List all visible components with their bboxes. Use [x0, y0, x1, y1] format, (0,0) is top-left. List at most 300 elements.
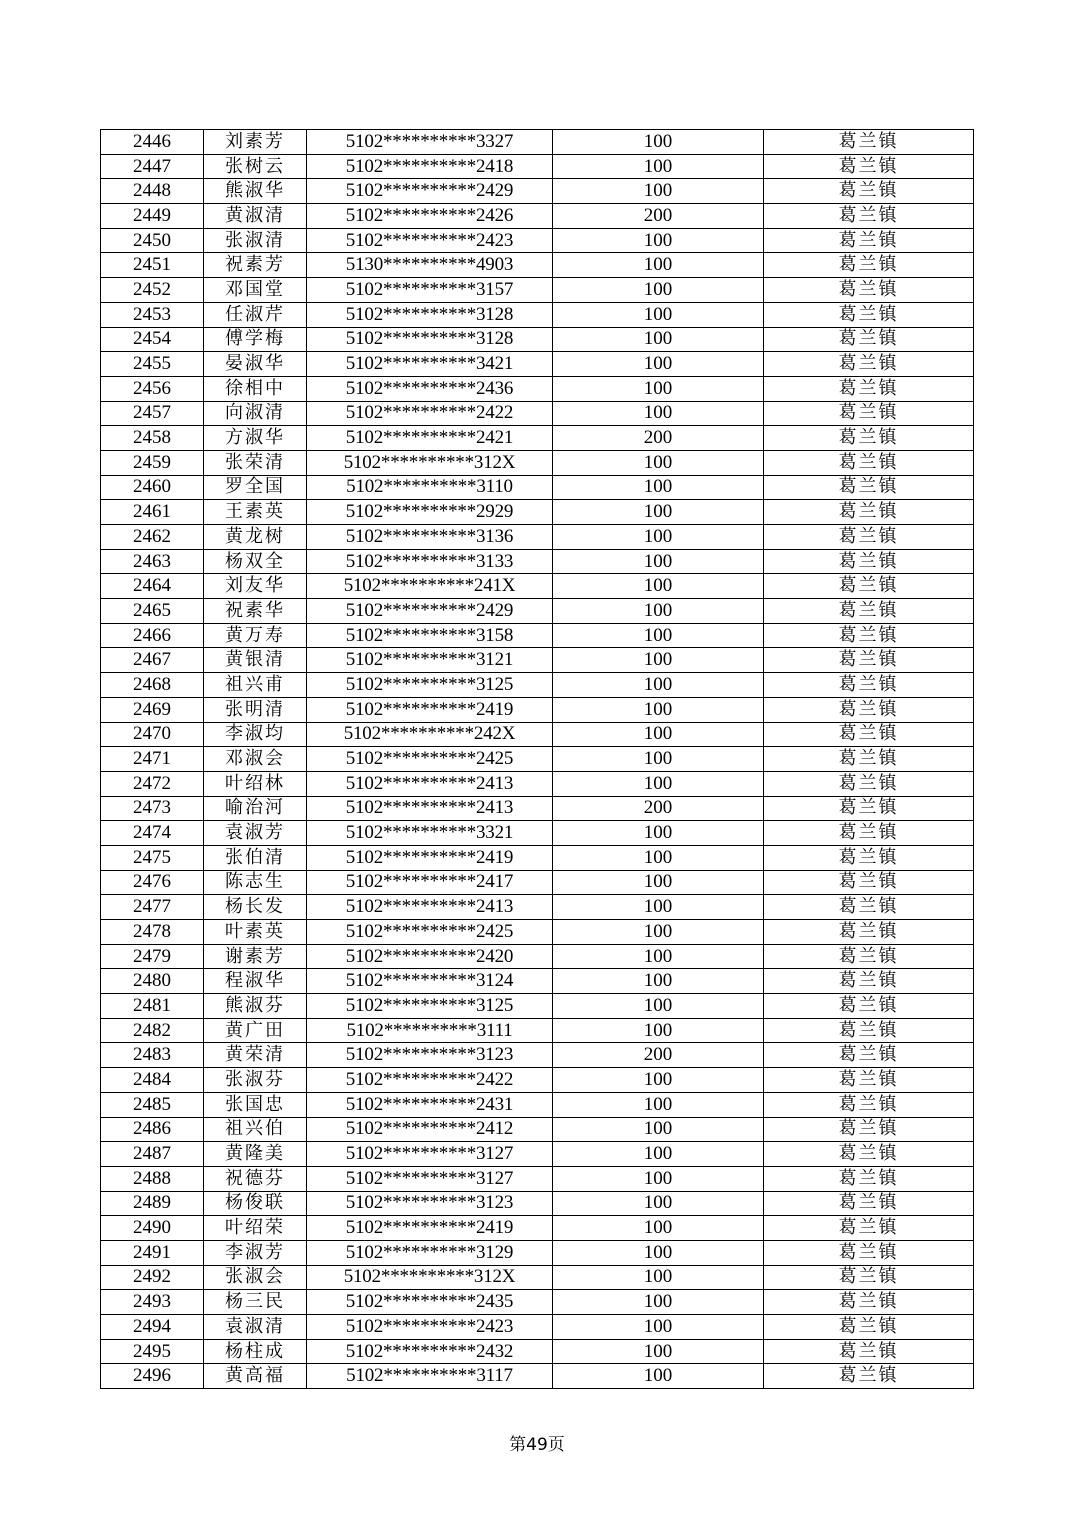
cell-serial-number: 2466	[101, 623, 204, 648]
cell-amount: 100	[553, 1068, 764, 1093]
table-row	[101, 1092, 974, 1117]
table-row	[101, 944, 974, 969]
cell-serial-number: 2480	[101, 969, 204, 994]
cell-town: 葛兰镇	[764, 154, 974, 179]
cell-name: 黄隆美	[204, 1142, 307, 1167]
cell-id-number: 5102**********3110	[307, 475, 553, 500]
cell-town: 葛兰镇	[764, 845, 974, 870]
cell-town: 葛兰镇	[764, 327, 974, 352]
table-row	[101, 821, 974, 846]
cell-amount: 100	[553, 722, 764, 747]
table-row	[101, 870, 974, 895]
cell-name: 陈志生	[204, 870, 307, 895]
cell-town: 葛兰镇	[764, 1339, 974, 1364]
cell-amount: 100	[553, 1142, 764, 1167]
table-row	[101, 179, 974, 204]
cell-id-number: 5102**********2425	[307, 747, 553, 772]
table-row	[101, 1018, 974, 1043]
table-row	[101, 599, 974, 624]
cell-name: 晏淑华	[204, 352, 307, 377]
cell-town: 葛兰镇	[764, 1068, 974, 1093]
cell-amount: 100	[553, 944, 764, 969]
cell-amount: 100	[553, 1092, 764, 1117]
cell-amount: 100	[553, 154, 764, 179]
cell-amount: 100	[553, 969, 764, 994]
cell-name: 杨柱成	[204, 1339, 307, 1364]
cell-amount: 100	[553, 771, 764, 796]
cell-town: 葛兰镇	[764, 969, 974, 994]
cell-serial-number: 2496	[101, 1364, 204, 1389]
table-row	[101, 1290, 974, 1315]
cell-town: 葛兰镇	[764, 1166, 974, 1191]
cell-id-number: 5102**********312X	[307, 1265, 553, 1290]
cell-town: 葛兰镇	[764, 525, 974, 550]
cell-amount: 100	[553, 845, 764, 870]
cell-serial-number: 2461	[101, 500, 204, 525]
cell-name: 杨俊联	[204, 1191, 307, 1216]
cell-amount: 100	[553, 327, 764, 352]
cell-serial-number: 2447	[101, 154, 204, 179]
cell-serial-number: 2454	[101, 327, 204, 352]
cell-town: 葛兰镇	[764, 500, 974, 525]
cell-name: 杨三民	[204, 1290, 307, 1315]
cell-name: 傅学梅	[204, 327, 307, 352]
cell-town: 葛兰镇	[764, 1290, 974, 1315]
cell-serial-number: 2477	[101, 895, 204, 920]
table-row	[101, 1043, 974, 1068]
cell-name: 徐相中	[204, 376, 307, 401]
cell-amount: 100	[553, 1290, 764, 1315]
cell-name: 杨长发	[204, 895, 307, 920]
table-row	[101, 278, 974, 303]
cell-amount: 100	[553, 278, 764, 303]
cell-serial-number: 2470	[101, 722, 204, 747]
table-row	[101, 796, 974, 821]
recipient-table-container	[100, 129, 973, 1389]
cell-id-number: 5102**********3124	[307, 969, 553, 994]
cell-id-number: 5102**********3127	[307, 1142, 553, 1167]
cell-id-number: 5102**********2417	[307, 870, 553, 895]
cell-name: 叶绍荣	[204, 1216, 307, 1241]
cell-name: 祖兴伯	[204, 1117, 307, 1142]
table-row	[101, 302, 974, 327]
cell-amount: 100	[553, 549, 764, 574]
table-row	[101, 920, 974, 945]
cell-name: 张淑芬	[204, 1068, 307, 1093]
cell-id-number: 5102**********2413	[307, 796, 553, 821]
cell-amount: 200	[553, 426, 764, 451]
cell-id-number: 5102**********2421	[307, 426, 553, 451]
table-row	[101, 673, 974, 698]
cell-town: 葛兰镇	[764, 401, 974, 426]
cell-name: 张树云	[204, 154, 307, 179]
cell-id-number: 5102**********3321	[307, 821, 553, 846]
cell-serial-number: 2473	[101, 796, 204, 821]
cell-town: 葛兰镇	[764, 475, 974, 500]
table-row	[101, 154, 974, 179]
cell-serial-number: 2458	[101, 426, 204, 451]
cell-serial-number: 2483	[101, 1043, 204, 1068]
cell-name: 喻治河	[204, 796, 307, 821]
cell-town: 葛兰镇	[764, 673, 974, 698]
cell-name: 任淑芹	[204, 302, 307, 327]
cell-id-number: 5102**********2420	[307, 944, 553, 969]
cell-amount: 200	[553, 796, 764, 821]
cell-serial-number: 2456	[101, 376, 204, 401]
cell-amount: 100	[553, 1117, 764, 1142]
table-row	[101, 352, 974, 377]
cell-amount: 100	[553, 1240, 764, 1265]
cell-serial-number: 2459	[101, 450, 204, 475]
cell-id-number: 5102**********3128	[307, 327, 553, 352]
cell-town: 葛兰镇	[764, 1043, 974, 1068]
cell-amount: 100	[553, 1364, 764, 1389]
cell-id-number: 5102**********3125	[307, 994, 553, 1019]
cell-town: 葛兰镇	[764, 1265, 974, 1290]
cell-serial-number: 2490	[101, 1216, 204, 1241]
cell-town: 葛兰镇	[764, 1315, 974, 1340]
table-row	[101, 253, 974, 278]
cell-town: 葛兰镇	[764, 204, 974, 229]
cell-name: 王素英	[204, 500, 307, 525]
cell-id-number: 5102**********2425	[307, 920, 553, 945]
cell-name: 袁淑清	[204, 1315, 307, 1340]
cell-serial-number: 2488	[101, 1166, 204, 1191]
cell-name: 张荣清	[204, 450, 307, 475]
cell-town: 葛兰镇	[764, 352, 974, 377]
cell-amount: 100	[553, 574, 764, 599]
cell-amount: 100	[553, 599, 764, 624]
cell-serial-number: 2450	[101, 228, 204, 253]
recipient-table	[100, 129, 974, 1389]
cell-serial-number: 2495	[101, 1339, 204, 1364]
cell-id-number: 5102**********242X	[307, 722, 553, 747]
table-row	[101, 1142, 974, 1167]
cell-serial-number: 2463	[101, 549, 204, 574]
cell-serial-number: 2449	[101, 204, 204, 229]
cell-id-number: 5102**********312X	[307, 450, 553, 475]
cell-amount: 100	[553, 352, 764, 377]
cell-name: 谢素芳	[204, 944, 307, 969]
cell-amount: 200	[553, 204, 764, 229]
cell-amount: 100	[553, 673, 764, 698]
cell-town: 葛兰镇	[764, 1240, 974, 1265]
cell-serial-number: 2453	[101, 302, 204, 327]
cell-name: 黄广田	[204, 1018, 307, 1043]
cell-id-number: 5102**********3127	[307, 1166, 553, 1191]
cell-id-number: 5102**********2423	[307, 1315, 553, 1340]
cell-serial-number: 2474	[101, 821, 204, 846]
table-row	[101, 648, 974, 673]
cell-amount: 100	[553, 253, 764, 278]
cell-name: 张淑会	[204, 1265, 307, 1290]
table-row	[101, 895, 974, 920]
table-row	[101, 1339, 974, 1364]
cell-name: 张明清	[204, 697, 307, 722]
cell-town: 葛兰镇	[764, 1142, 974, 1167]
cell-serial-number: 2482	[101, 1018, 204, 1043]
cell-serial-number: 2460	[101, 475, 204, 500]
cell-serial-number: 2487	[101, 1142, 204, 1167]
cell-serial-number: 2476	[101, 870, 204, 895]
cell-id-number: 5102**********3125	[307, 673, 553, 698]
cell-serial-number: 2464	[101, 574, 204, 599]
table-row	[101, 994, 974, 1019]
cell-id-number: 5102**********3121	[307, 648, 553, 673]
cell-name: 叶素英	[204, 920, 307, 945]
cell-id-number: 5102**********2422	[307, 1068, 553, 1093]
table-row	[101, 327, 974, 352]
cell-serial-number: 2446	[101, 130, 204, 155]
cell-name: 黄万寿	[204, 623, 307, 648]
table-row	[101, 1166, 974, 1191]
cell-amount: 100	[553, 376, 764, 401]
cell-name: 张伯清	[204, 845, 307, 870]
cell-name: 罗全国	[204, 475, 307, 500]
cell-serial-number: 2471	[101, 747, 204, 772]
cell-town: 葛兰镇	[764, 179, 974, 204]
cell-amount: 100	[553, 920, 764, 945]
cell-name: 张淑清	[204, 228, 307, 253]
cell-id-number: 5102**********2429	[307, 599, 553, 624]
cell-town: 葛兰镇	[764, 549, 974, 574]
cell-name: 黄龙树	[204, 525, 307, 550]
cell-name: 熊淑芬	[204, 994, 307, 1019]
cell-serial-number: 2486	[101, 1117, 204, 1142]
cell-town: 葛兰镇	[764, 648, 974, 673]
cell-amount: 100	[553, 821, 764, 846]
table-row	[101, 475, 974, 500]
cell-amount: 100	[553, 302, 764, 327]
cell-id-number: 5102**********2418	[307, 154, 553, 179]
cell-serial-number: 2472	[101, 771, 204, 796]
table-row	[101, 1265, 974, 1290]
cell-amount: 100	[553, 401, 764, 426]
table-row	[101, 747, 974, 772]
table-row	[101, 1068, 974, 1093]
cell-town: 葛兰镇	[764, 920, 974, 945]
cell-town: 葛兰镇	[764, 1092, 974, 1117]
cell-serial-number: 2448	[101, 179, 204, 204]
cell-id-number: 5102**********2429	[307, 179, 553, 204]
cell-serial-number: 2489	[101, 1191, 204, 1216]
cell-name: 叶绍林	[204, 771, 307, 796]
cell-amount: 100	[553, 1339, 764, 1364]
cell-amount: 100	[553, 1166, 764, 1191]
cell-id-number: 5102**********2419	[307, 1216, 553, 1241]
table-row	[101, 1216, 974, 1241]
cell-town: 葛兰镇	[764, 1364, 974, 1389]
cell-id-number: 5102**********3128	[307, 302, 553, 327]
cell-town: 葛兰镇	[764, 228, 974, 253]
table-row	[101, 130, 974, 155]
cell-town: 葛兰镇	[764, 426, 974, 451]
cell-amount: 100	[553, 1216, 764, 1241]
cell-id-number: 5102**********2432	[307, 1339, 553, 1364]
cell-serial-number: 2462	[101, 525, 204, 550]
cell-name: 黄高福	[204, 1364, 307, 1389]
cell-amount: 100	[553, 623, 764, 648]
cell-name: 杨双全	[204, 549, 307, 574]
cell-amount: 100	[553, 450, 764, 475]
cell-id-number: 5102**********2431	[307, 1092, 553, 1117]
cell-town: 葛兰镇	[764, 1191, 974, 1216]
cell-serial-number: 2455	[101, 352, 204, 377]
cell-id-number: 5102**********2419	[307, 845, 553, 870]
cell-id-number: 5102**********3129	[307, 1240, 553, 1265]
cell-name: 祝素芳	[204, 253, 307, 278]
cell-town: 葛兰镇	[764, 376, 974, 401]
cell-serial-number: 2481	[101, 994, 204, 1019]
cell-amount: 100	[553, 895, 764, 920]
cell-id-number: 5102**********2435	[307, 1290, 553, 1315]
cell-id-number: 5102**********2929	[307, 500, 553, 525]
cell-amount: 100	[553, 130, 764, 155]
cell-serial-number: 2452	[101, 278, 204, 303]
cell-serial-number: 2478	[101, 920, 204, 945]
cell-amount: 100	[553, 1018, 764, 1043]
cell-town: 葛兰镇	[764, 130, 974, 155]
table-row	[101, 500, 974, 525]
cell-id-number: 5102**********3111	[307, 1018, 553, 1043]
cell-serial-number: 2494	[101, 1315, 204, 1340]
cell-amount: 100	[553, 747, 764, 772]
cell-id-number: 5102**********3421	[307, 352, 553, 377]
cell-id-number: 5102**********3136	[307, 525, 553, 550]
cell-name: 黄荣清	[204, 1043, 307, 1068]
cell-town: 葛兰镇	[764, 796, 974, 821]
table-row	[101, 204, 974, 229]
cell-amount: 100	[553, 228, 764, 253]
cell-serial-number: 2467	[101, 648, 204, 673]
cell-amount: 100	[553, 525, 764, 550]
cell-id-number: 5102**********3123	[307, 1043, 553, 1068]
cell-name: 李淑均	[204, 722, 307, 747]
cell-serial-number: 2484	[101, 1068, 204, 1093]
table-row	[101, 450, 974, 475]
table-row	[101, 969, 974, 994]
cell-id-number: 5102**********3117	[307, 1364, 553, 1389]
cell-amount: 100	[553, 870, 764, 895]
cell-name: 邓淑会	[204, 747, 307, 772]
cell-name: 祝德芬	[204, 1166, 307, 1191]
cell-id-number: 5102**********2413	[307, 895, 553, 920]
table-row	[101, 845, 974, 870]
cell-id-number: 5102**********3123	[307, 1191, 553, 1216]
cell-id-number: 5102**********3157	[307, 278, 553, 303]
cell-amount: 100	[553, 1315, 764, 1340]
cell-amount: 100	[553, 648, 764, 673]
cell-town: 葛兰镇	[764, 870, 974, 895]
cell-id-number: 5102**********2419	[307, 697, 553, 722]
cell-town: 葛兰镇	[764, 450, 974, 475]
table-row	[101, 1117, 974, 1142]
cell-serial-number: 2493	[101, 1290, 204, 1315]
cell-town: 葛兰镇	[764, 623, 974, 648]
cell-amount: 100	[553, 179, 764, 204]
table-row	[101, 697, 974, 722]
cell-serial-number: 2485	[101, 1092, 204, 1117]
cell-name: 方淑华	[204, 426, 307, 451]
table-row	[101, 376, 974, 401]
cell-serial-number: 2469	[101, 697, 204, 722]
table-row	[101, 1240, 974, 1265]
cell-id-number: 5102**********2412	[307, 1117, 553, 1142]
table-row	[101, 771, 974, 796]
cell-town: 葛兰镇	[764, 599, 974, 624]
cell-amount: 100	[553, 500, 764, 525]
cell-id-number: 5102**********2413	[307, 771, 553, 796]
cell-name: 向淑清	[204, 401, 307, 426]
cell-name: 袁淑芳	[204, 821, 307, 846]
cell-town: 葛兰镇	[764, 1216, 974, 1241]
cell-id-number: 5130**********4903	[307, 253, 553, 278]
table-row	[101, 549, 974, 574]
cell-town: 葛兰镇	[764, 747, 974, 772]
cell-amount: 200	[553, 1043, 764, 1068]
cell-serial-number: 2451	[101, 253, 204, 278]
cell-town: 葛兰镇	[764, 994, 974, 1019]
cell-serial-number: 2468	[101, 673, 204, 698]
cell-name: 刘友华	[204, 574, 307, 599]
cell-amount: 100	[553, 1265, 764, 1290]
cell-name: 祝素华	[204, 599, 307, 624]
page-number: 第49页	[509, 1435, 565, 1455]
cell-serial-number: 2479	[101, 944, 204, 969]
recipient-table-body	[101, 130, 974, 1389]
table-row	[101, 525, 974, 550]
cell-serial-number: 2457	[101, 401, 204, 426]
cell-serial-number: 2492	[101, 1265, 204, 1290]
cell-id-number: 5102**********3158	[307, 623, 553, 648]
cell-id-number: 5102**********2426	[307, 204, 553, 229]
table-row	[101, 228, 974, 253]
table-row	[101, 1191, 974, 1216]
cell-town: 葛兰镇	[764, 944, 974, 969]
cell-name: 张国忠	[204, 1092, 307, 1117]
cell-name: 黄淑清	[204, 204, 307, 229]
table-row	[101, 401, 974, 426]
cell-serial-number: 2475	[101, 845, 204, 870]
cell-town: 葛兰镇	[764, 697, 974, 722]
cell-town: 葛兰镇	[764, 1117, 974, 1142]
cell-id-number: 5102**********2436	[307, 376, 553, 401]
cell-name: 刘素芳	[204, 130, 307, 155]
table-row	[101, 722, 974, 747]
cell-town: 葛兰镇	[764, 302, 974, 327]
table-row	[101, 623, 974, 648]
cell-name: 邓国堂	[204, 278, 307, 303]
table-row	[101, 574, 974, 599]
cell-town: 葛兰镇	[764, 1018, 974, 1043]
cell-town: 葛兰镇	[764, 253, 974, 278]
cell-amount: 100	[553, 475, 764, 500]
cell-town: 葛兰镇	[764, 821, 974, 846]
cell-amount: 100	[553, 697, 764, 722]
cell-amount: 100	[553, 1191, 764, 1216]
cell-id-number: 5102**********2422	[307, 401, 553, 426]
cell-name: 程淑华	[204, 969, 307, 994]
table-row	[101, 426, 974, 451]
cell-name: 李淑芳	[204, 1240, 307, 1265]
cell-id-number: 5102**********2423	[307, 228, 553, 253]
cell-serial-number: 2465	[101, 599, 204, 624]
cell-town: 葛兰镇	[764, 895, 974, 920]
cell-town: 葛兰镇	[764, 278, 974, 303]
table-row	[101, 1364, 974, 1389]
cell-town: 葛兰镇	[764, 574, 974, 599]
cell-id-number: 5102**********3327	[307, 130, 553, 155]
